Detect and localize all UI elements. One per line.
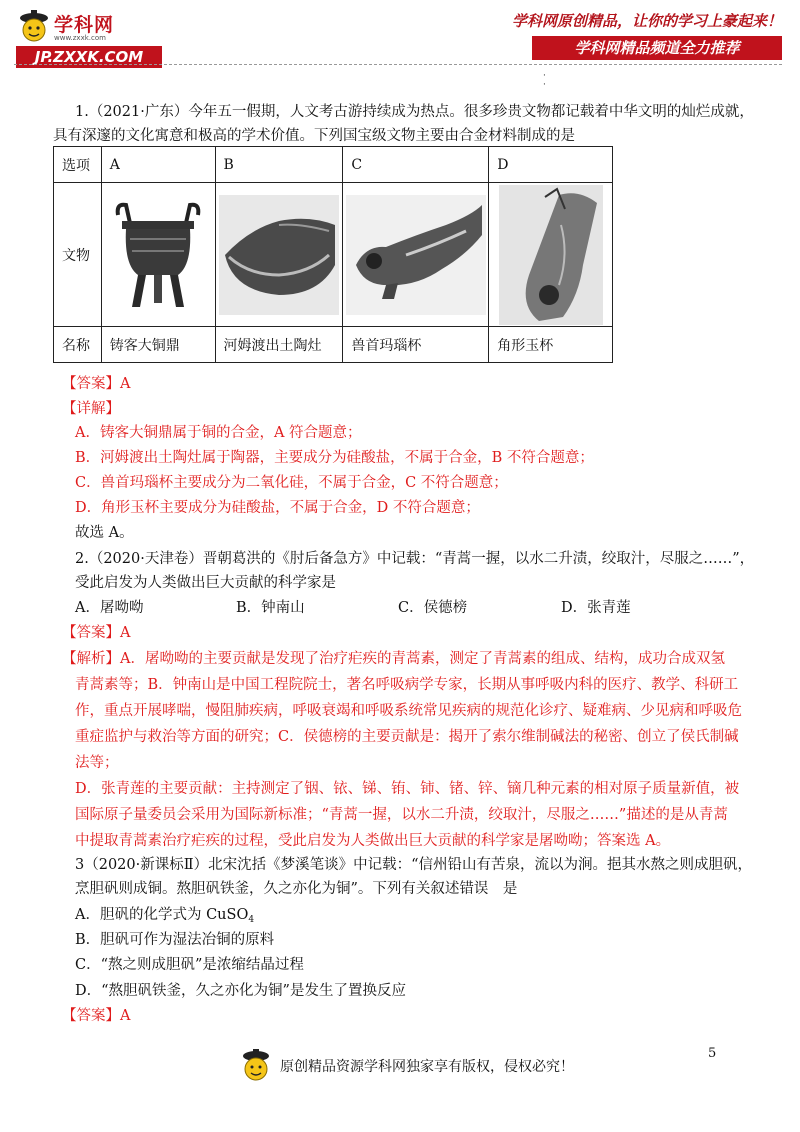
q2-option-a: A．屠呦呦 bbox=[75, 600, 144, 616]
footer-mascot-icon bbox=[236, 1046, 276, 1086]
footer-copyright: 原创精品资源学科网独家享有版权，侵权必究！ bbox=[280, 1059, 574, 1075]
artifact-d-cell bbox=[489, 183, 613, 327]
q2-analysis-3: 作，重点开展哮喘，慢阻肺疾病，呼吸衰竭和呼吸系统常见疾病的规范化诊疗、疑难病、少见病和呼吸危 bbox=[75, 703, 742, 719]
footer bbox=[236, 1046, 576, 1086]
q2-analysis-5: 法等； bbox=[75, 755, 119, 771]
option-d-label: D bbox=[489, 147, 613, 183]
artifact-a-cell bbox=[101, 183, 215, 327]
q3-option-a-text: A．胆矾的化学式为 CuSO bbox=[75, 907, 249, 923]
table-head-label: 选项 bbox=[54, 147, 102, 183]
header-divider bbox=[14, 64, 782, 65]
q1-conclusion: 故选 A。 bbox=[75, 525, 134, 541]
q1-detail-d: D．角形玉杯主要成分为硅酸盐，不属于合金，D 不符合题意； bbox=[75, 500, 480, 516]
artifact-b-cell bbox=[215, 183, 343, 327]
q3-option-a-subscript: 4 bbox=[248, 915, 255, 925]
artifact-a-name: 铸客大铜鼎 bbox=[101, 327, 215, 363]
bronze-ding-icon bbox=[108, 195, 208, 315]
brand-url: www.zxxk.com bbox=[54, 34, 106, 42]
q2-option-b: B．钟南山 bbox=[236, 600, 305, 616]
q3-option-a bbox=[75, 903, 254, 925]
option-c-label: C bbox=[343, 147, 489, 183]
q2-option-c: C．侯德榜 bbox=[398, 600, 468, 616]
q2-analysis-8: 中提取青蒿素治疗疟疾的过程，受此启发为人类做出巨大贡献的科学家是屠呦呦；答案选 A。 bbox=[75, 833, 671, 849]
q3-stem-line1: 3（2020·新课标Ⅱ）北宋沈括《梦溪笔谈》中记载：“信州铅山有苦泉，流以为涧。挹其水熬之则成胆矾， bbox=[75, 857, 753, 873]
q1-detail-b: B．河姆渡出土陶灶属于陶器，主要成分为硅酸盐，不属于合金，B 不符合题意； bbox=[75, 450, 594, 466]
pottery-stove-icon bbox=[219, 195, 339, 315]
option-a-label: A bbox=[101, 147, 215, 183]
q3-stem-line2: 烹胆矾则成铜。熬胆矾铁釜，久之亦化为铜”。下列有关叙述错误 是 bbox=[75, 881, 518, 897]
decorative-dots: · · bbox=[543, 71, 546, 90]
q1-detail-tag: 【详解】 bbox=[62, 401, 120, 417]
mascot-icon bbox=[14, 8, 54, 46]
q2-stem-line2: 受此启发为人类做出巨大贡献的科学家是 bbox=[75, 575, 336, 591]
artifact-c-name: 兽首玛瑙杯 bbox=[343, 327, 489, 363]
q2-answer: 【答案】A bbox=[62, 625, 131, 641]
q1-stem-line2: 具有深邃的文化寓意和极高的学术价值。下列国宝级文物主要由合金材料制成的是 bbox=[53, 128, 575, 144]
q1-detail-c: C．兽首玛瑙杯主要成分为二氧化硅，不属于合金，C 不符合题意； bbox=[75, 475, 508, 491]
q1-options-table bbox=[53, 146, 613, 363]
q1-stem-line1: 1.（2021·广东）今年五一假期，人文考古游持续成为热点。很多珍贵文物都记载着中华文明的灿烂成就， bbox=[75, 104, 754, 120]
q2-analysis-1: 【解析】A．屠呦呦的主要贡献是发现了治疗疟疾的青蒿素，测定了青蒿素的组成、结构，成功合成双氢 bbox=[62, 651, 725, 667]
q2-analysis-6: D．张青莲的主要贡献：主持测定了铟、铱、锑、铕、铈、锗、锌、镝几种元素的相对原子质量新值，被 bbox=[75, 781, 740, 797]
artifact-b-name: 河姆渡出土陶灶 bbox=[215, 327, 343, 363]
artifact-d-name: 角形玉杯 bbox=[489, 327, 613, 363]
jade-cup-icon bbox=[499, 185, 603, 325]
table-img-label: 文物 bbox=[54, 183, 102, 327]
q1-detail-a: A．铸客大铜鼎属于铜的合金，A 符合题意； bbox=[75, 425, 362, 441]
brand-name: 学科网 bbox=[54, 14, 115, 36]
option-b-label: B bbox=[215, 147, 343, 183]
q2-analysis-7: 国际原子量委员会采用为国际新标准；“青蒿一握，以水二升渍，绞取汁，尽服之……”描述的是从青蒿 bbox=[75, 807, 728, 823]
artifact-c-cell bbox=[343, 183, 489, 327]
q2-analysis-2: 青蒿素等；B．钟南山是中国工程院院士，著名呼吸病学专家，长期从事呼吸内科的医疗、教学、科研工 bbox=[75, 677, 739, 693]
site-logo bbox=[14, 8, 162, 66]
q3-option-d: D．“熬胆矾铁釜，久之亦化为铜”是发生了置换反应 bbox=[75, 983, 406, 999]
q2-option-d: D．张青莲 bbox=[561, 600, 631, 616]
q2-analysis-4: 重症监护与救治等方面的研究；C．侯德榜的主要贡献是：揭开了索尔维制碱法的秘密、创立了侯氏制碱 bbox=[75, 729, 739, 745]
brand-domain[interactable]: JP.ZXXK.COM bbox=[16, 46, 162, 68]
q3-option-b: B．胆矾可作为湿法冶铜的原料 bbox=[75, 932, 275, 948]
agate-cup-icon bbox=[346, 195, 486, 315]
q3-option-c: C．“熬之则成胆矾”是浓缩结晶过程 bbox=[75, 957, 304, 973]
header-banner: 学科网精品频道全力推荐 bbox=[532, 36, 782, 60]
q3-answer: 【答案】A bbox=[62, 1008, 131, 1024]
table-name-label: 名称 bbox=[54, 327, 102, 363]
q1-answer: 【答案】A bbox=[62, 376, 131, 392]
q2-stem-line1: 2.（2020·天津卷）晋朝葛洪的《肘后备急方》中记载：“青蒿一握，以水二升渍，绞取汁，尽服之……”， bbox=[75, 551, 755, 567]
header-slogan: 学科网原创精品，让你的学习上豪起来！ bbox=[511, 12, 782, 30]
page-number: 5 bbox=[708, 1046, 717, 1061]
